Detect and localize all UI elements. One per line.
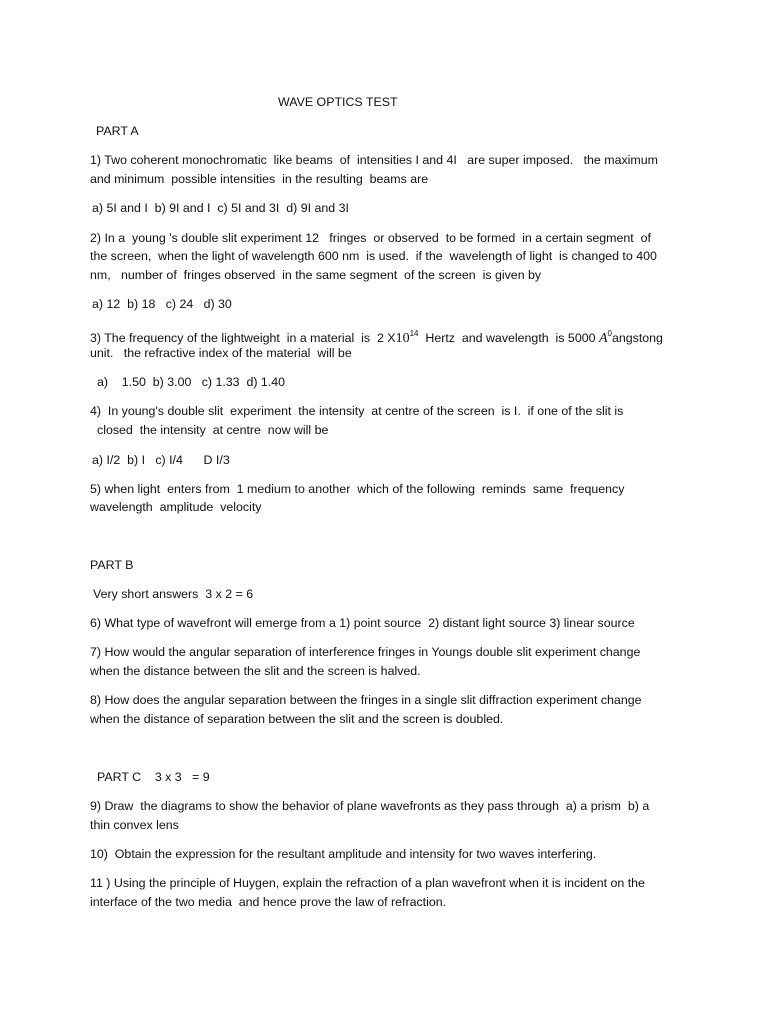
question-1-line-2: and minimum possible intensities in the resulting beams are xyxy=(90,172,429,186)
question-3-text-c: angstong xyxy=(611,331,663,345)
question-10: 10) Obtain the expression for the resultant amplitude and intensity for two waves interfering. xyxy=(90,847,597,861)
question-3-exponent-base: 10 xyxy=(395,331,410,346)
question-3-options: a) 1.50 b) 3.00 c) 1.33 d) 1.40 xyxy=(97,375,286,389)
question-4-line-2: closed the intensity at centre now will be xyxy=(97,423,329,437)
question-6: 6) What type of wavefront will emerge from a 1) point source 2) distant light source 3) linear source xyxy=(90,616,635,630)
part-c-heading: PART C 3 x 3 = 9 xyxy=(97,770,210,784)
question-7-line-2: when the distance between the slit and the screen is halved. xyxy=(90,664,421,678)
question-7-line-1: 7) How would the angular separation of interference fringes in Youngs double slit experiment change xyxy=(90,645,641,659)
question-11-line-2: interface of the two media and hence prove the law of refraction. xyxy=(90,895,447,909)
question-2-line-3: nm, number of fringes observed in the same segment of the screen is given by xyxy=(90,268,542,282)
question-3-line-2: unit. the refractive index of the material will be xyxy=(90,346,352,360)
question-11-line-1: 11 ) Using the principle of Huygen, explain the refraction of a plan wavefront when it is incident on the xyxy=(90,876,645,890)
test-title: WAVE OPTICS TEST xyxy=(278,95,398,109)
part-b-instruction: Very short answers 3 x 2 = 6 xyxy=(93,587,254,601)
part-a-heading: PART A xyxy=(96,124,139,138)
part-b-heading: PART B xyxy=(90,558,134,572)
question-4-line-1: 4) In young's double slit experiment the intensity at centre of the screen is I. if one of the slit is xyxy=(90,404,624,418)
question-3-exponent: 14 xyxy=(409,329,419,338)
question-9-line-2: thin convex lens xyxy=(90,818,179,832)
question-5-line-1: 5) when light enters from 1 medium to another which of the following reminds same frequency xyxy=(90,482,625,496)
question-5-line-2: wavelength amplitude velocity xyxy=(90,500,262,514)
question-2-line-1: 2) In a young 's double slit experiment 12 fringes or observed to be formed in a certain segment of xyxy=(90,231,651,245)
question-1-options: a) 5I and I b) 9I and I c) 5I and 3I d) 9I and 3I xyxy=(92,201,349,215)
question-3-angstrom-symbol: A xyxy=(598,331,608,346)
question-9-line-1: 9) Draw the diagrams to show the behavior of plane wavefronts as they pass through a) a prism b) a xyxy=(90,799,650,813)
question-3-text-b: Hertz and wavelength is 5000 xyxy=(418,331,599,345)
question-4-options: a) I/2 b) I c) I/4 D I/3 xyxy=(92,453,230,467)
question-2-options: a) 12 b) 18 c) 24 d) 30 xyxy=(92,297,232,311)
question-8-line-1: 8) How does the angular separation between the fringes in a single slit diffraction experiment change xyxy=(90,693,642,707)
question-8-line-2: when the distance of separation between the slit and the screen is doubled. xyxy=(90,712,504,726)
question-3-angstrom-superscript: 0 xyxy=(607,329,612,338)
question-1-line-1: 1) Two coherent monochromatic like beams of intensities I and 4I are super imposed. the maximum xyxy=(90,153,658,167)
question-2-line-2: the screen, when the light of wavelength 600 nm is used. if the wavelength of light is changed to 400 xyxy=(90,249,657,263)
question-3-text-a: 3) The frequency of the lightweight in a material is 2 X xyxy=(90,331,396,345)
